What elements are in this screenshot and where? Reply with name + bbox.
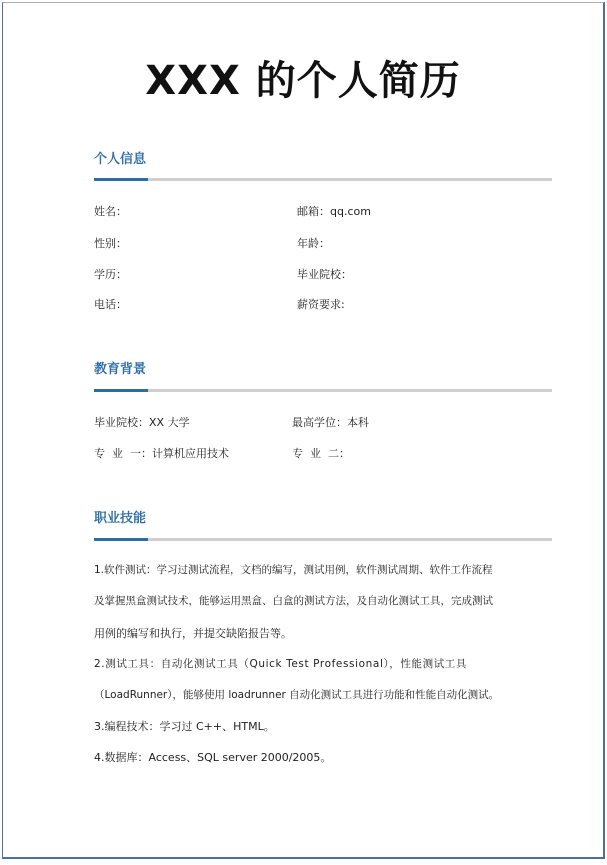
section-divider-accent bbox=[94, 538, 148, 541]
education-school: 毕业院校：XX 大学 bbox=[94, 416, 190, 429]
resume-page bbox=[2, 2, 605, 859]
skill-line: 及掌握黑盒测试技术，能够运用黑盒、白盒的测试方法，及自动化测试工具，完成测试 bbox=[94, 595, 493, 607]
section-title-personal: 个人信息 bbox=[94, 152, 147, 167]
section-divider-accent bbox=[94, 178, 148, 181]
skill-line: （LoadRunner），能够使用 loadrunner 自动化测试工具进行功能和性能自动化测试。 bbox=[94, 689, 500, 701]
section-title-education: 教育背景 bbox=[94, 362, 147, 377]
section-divider bbox=[94, 178, 552, 181]
skill-line: 用例的编写和执行，并提交缺陷报告等。 bbox=[94, 627, 292, 640]
phone-field: 电话： bbox=[94, 298, 127, 311]
education-major1: 专 业 一：计算机应用技术 bbox=[94, 447, 229, 460]
section-divider-accent bbox=[94, 389, 148, 392]
section-divider bbox=[94, 538, 552, 541]
degree-field: 学历： bbox=[94, 268, 127, 281]
salary-field: 薪资要求: bbox=[297, 298, 345, 311]
section-title-skills: 职业技能 bbox=[94, 511, 147, 526]
section-divider bbox=[94, 389, 552, 392]
education-major2: 专 业 二： bbox=[292, 447, 350, 460]
skill-line: 1.软件测试：学习过测试流程，文档的编写，测试用例，软件测试周期、软件工作流程 bbox=[94, 564, 493, 576]
resume-title: XXX 的个人简历 bbox=[145, 58, 461, 104]
school-field: 毕业院校： bbox=[297, 268, 352, 281]
education-highest-degree: 最高学位：本科 bbox=[292, 416, 369, 429]
age-field: 年龄： bbox=[297, 237, 330, 250]
skill-line: 2.测试工具：自动化测试工具（Quick Test Professional），性能测试工具 bbox=[94, 658, 468, 670]
gender-field: 性别： bbox=[94, 237, 127, 250]
name-field: 姓名： bbox=[94, 205, 127, 218]
email-field: 邮箱：qq.com bbox=[297, 205, 371, 218]
skill-line: 4.数据库：Access、SQL server 2000/2005。 bbox=[94, 751, 332, 764]
skill-line: 3.编程技术：学习过 C++、HTML。 bbox=[94, 720, 275, 733]
